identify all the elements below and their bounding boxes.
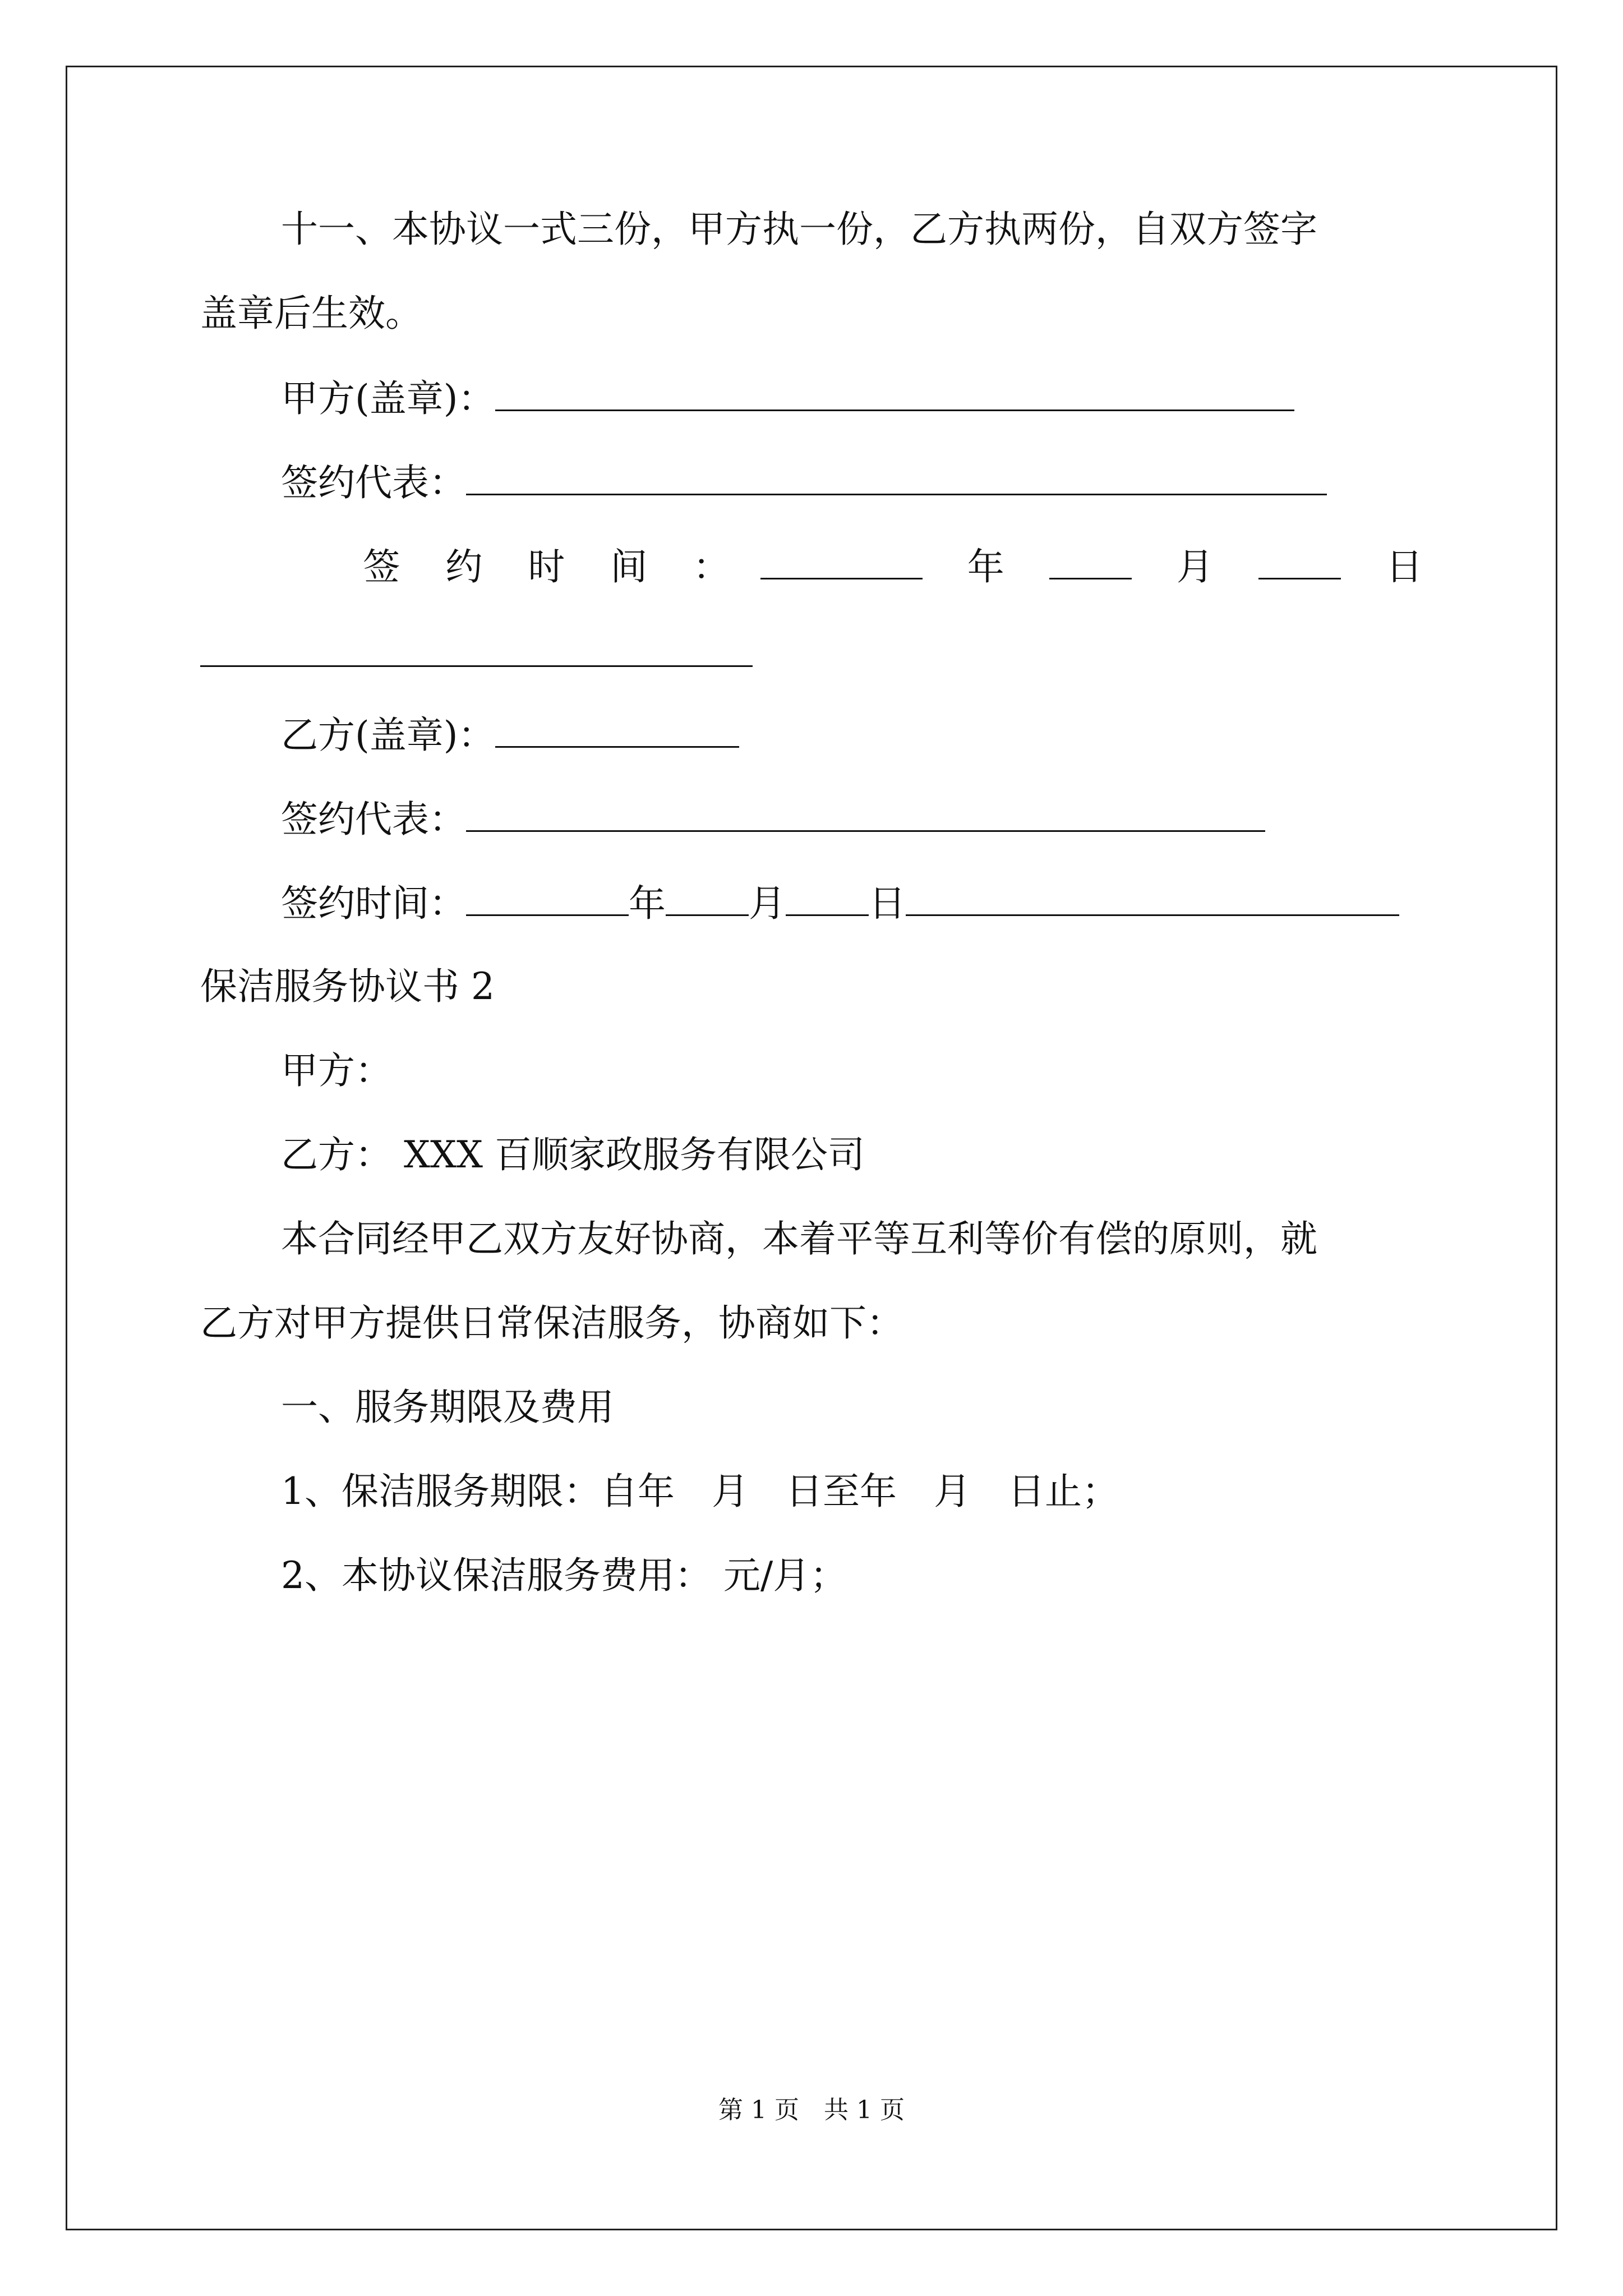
party-b-seal-line [200,712,1423,797]
document-body [200,208,1423,1638]
party-a-rep-line [200,460,1423,544]
clause-eleven-line2: 盖章后生效。 [200,292,422,335]
party-a-time-char-8: 日 [1386,545,1423,588]
section-1-item-2: 2、本协议保洁服务费用： 元/月； [281,1554,847,1597]
agreement-2-party-a: 甲方： [281,1049,392,1092]
agreement-2-title: 保洁服务协议书 2 [200,965,495,1008]
party-b-day-blank[interactable] [786,881,869,916]
page-footer: 第 1 页 共 1 页 [718,2096,905,2124]
party-b-rep-label: 签约代表： [281,798,466,841]
party-b-month-blank[interactable] [666,881,749,916]
party-b-time-label: 签约时间： [281,882,466,925]
party-a-month-blank[interactable] [1049,544,1132,579]
section-1-item-1: 1、保洁服务期限：自年 月 日至年 月 日止； [281,1470,1119,1513]
party-a-rep-blank[interactable] [466,460,1327,495]
party-a-seal-label: 甲方(盖章)： [281,377,495,420]
party-b-rep-line [200,797,1423,881]
party-a-time-continuation [200,628,1423,712]
party-b-time-line [200,881,1423,965]
party-a-time-char-7: 月 [1176,545,1214,588]
party-b-seal-label: 乙方(盖章)： [281,714,495,757]
party-a-time-char-2: 约 [445,545,483,588]
party-a-day-blank[interactable] [1258,544,1341,579]
agreement-2-intro-line1: 本合同经甲乙双方友好协商，本着平等互利等价有偿的原则，就 [281,1217,1317,1260]
party-b-rep-blank[interactable] [466,797,1265,832]
clause-eleven-line1: 十一、本协议一式三份，甲方执一份，乙方执两份，自双方签字 [281,208,1317,251]
party-a-time-line [200,544,1423,628]
party-a-year-blank[interactable] [760,544,922,579]
party-b-seal-blank[interactable] [495,712,739,748]
party-a-rep-label: 签约代表： [281,461,466,504]
party-a-seal-blank[interactable] [495,376,1294,411]
party-a-time-char-1: 签 [363,545,400,588]
party-a-time-char-5: ： [693,545,730,588]
party-a-time-char-3: 时 [528,545,565,588]
party-b-year-label: 年 [629,882,666,925]
party-b-year-blank[interactable] [466,881,629,916]
agreement-2-intro-line2: 乙方对甲方提供日常保洁服务，协商如下： [200,1301,903,1345]
party-a-time-char-4: 间 [610,545,648,588]
agreement-2-party-b: 乙方： XXX 百顺家政服务有限公司 [281,1133,865,1176]
section-1-heading: 一、服务期限及费用 [281,1386,614,1429]
party-b-time-tail-blank[interactable] [906,881,1399,916]
party-a-time-tail-blank[interactable] [200,632,753,667]
party-a-seal-line [200,376,1423,460]
party-a-time-char-6: 年 [967,545,1004,588]
party-b-month-label: 月 [749,882,786,925]
party-b-day-label: 日 [869,882,906,925]
